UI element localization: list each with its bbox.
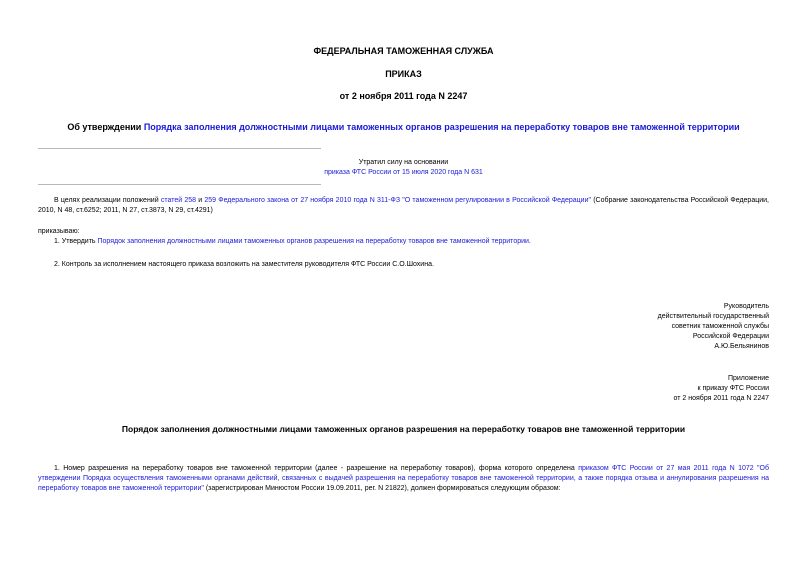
fts-order-1072-link[interactable]: приказом ФТС России от 27 мая 2011 года N 1072 "Об утверждении Порядка осуществления таможенными органами действий, связанных с выдачей разрешения на переработку товаров вне таможенной территории, а также порядка отзыва и аннулирования разрешения на переработку товаров вне таможенной территории" (38, 465, 769, 492)
procedure-paragraph-1 (38, 464, 769, 494)
order-item-2: 2. Контроль за исполнением настоящего приказа возложить на заместителя руководителя ФТС России С.О.Шохина. (54, 261, 434, 268)
org-heading: ФЕДЕРАЛЬНАЯ ТАМОЖЕННАЯ СЛУЖБА (313, 46, 494, 56)
signature-line-4: Российской Федерации (692, 333, 769, 340)
appendix-line-3: от 2 ноября 2011 года N 2247 (673, 395, 769, 402)
preamble-and: и (196, 197, 205, 204)
order-item-1-prefix: 1. Утвердить (54, 238, 98, 245)
procedure-title: Порядок заполнения должностными лицами таможенных органов разрешения на переработку товаров вне таможенной территории (121, 424, 686, 434)
preamble-paragraph (38, 196, 769, 216)
preamble-text: В целях реализации положений (54, 197, 161, 204)
order-item-1 (54, 237, 769, 247)
preamble-tail: (Собрание законодательства Российской Федерации, 2010, N 48, ст.6252; 2011, N 27, ст.3873, N 29, ст.4291) (38, 197, 769, 214)
signature-name: А.Ю.Бельянинов (714, 343, 769, 350)
appendix-block (674, 374, 769, 404)
signature-line-1: Руководитель (723, 303, 769, 310)
signature-line-3: советник таможенной службы (671, 323, 769, 330)
notice-top-rule (38, 148, 321, 149)
doc-date-number: от 2 ноября 2011 года N 2247 (339, 91, 468, 101)
law-article-258-link[interactable]: статей 258 (160, 197, 197, 204)
repeal-notice-link[interactable]: приказа ФТС России от 15 июля 2020 года N 631 (324, 169, 483, 176)
signature-block (658, 302, 769, 352)
order-item-1-suffix: . (528, 238, 531, 245)
appendix-line-2: к приказу ФТС России (697, 385, 769, 392)
repeal-notice-text: Утратил силу на основании (358, 159, 449, 166)
doc-title (0, 122, 807, 132)
order-word: приказываю: (38, 228, 80, 235)
procedure-p1-tail: (зарегистрирован Минюстом России 19.09.2011, рег. N 21822), должен формироваться следующим образом: (203, 485, 561, 492)
notice-bottom-rule (38, 184, 321, 185)
appendix-line-1: Приложение (727, 375, 769, 382)
signature-line-2: действительный государственный (657, 313, 769, 320)
doc-title-prefix: Об утверждении (67, 122, 144, 132)
federal-law-311-link[interactable]: 259 Федерального закона от 27 ноября 2010 года N 311-ФЗ "О таможенном регулировании в Российской Федерации" (204, 197, 591, 204)
doc-type-heading: ПРИКАЗ (385, 69, 422, 79)
procedure-link[interactable]: Порядок заполнения должностными лицами таможенных органов разрешения на переработку товаров вне таможенной территории (97, 238, 529, 245)
repeal-notice (38, 158, 769, 178)
procedure-p1-text: 1. Номер разрешения на переработку товаров вне таможенной территории (далее - разрешение на переработку товаров), форма которого определена (54, 465, 579, 472)
doc-title-link[interactable]: Порядка заполнения должностными лицами таможенных органов разрешения на переработку товаров вне таможенной территории (143, 122, 740, 132)
